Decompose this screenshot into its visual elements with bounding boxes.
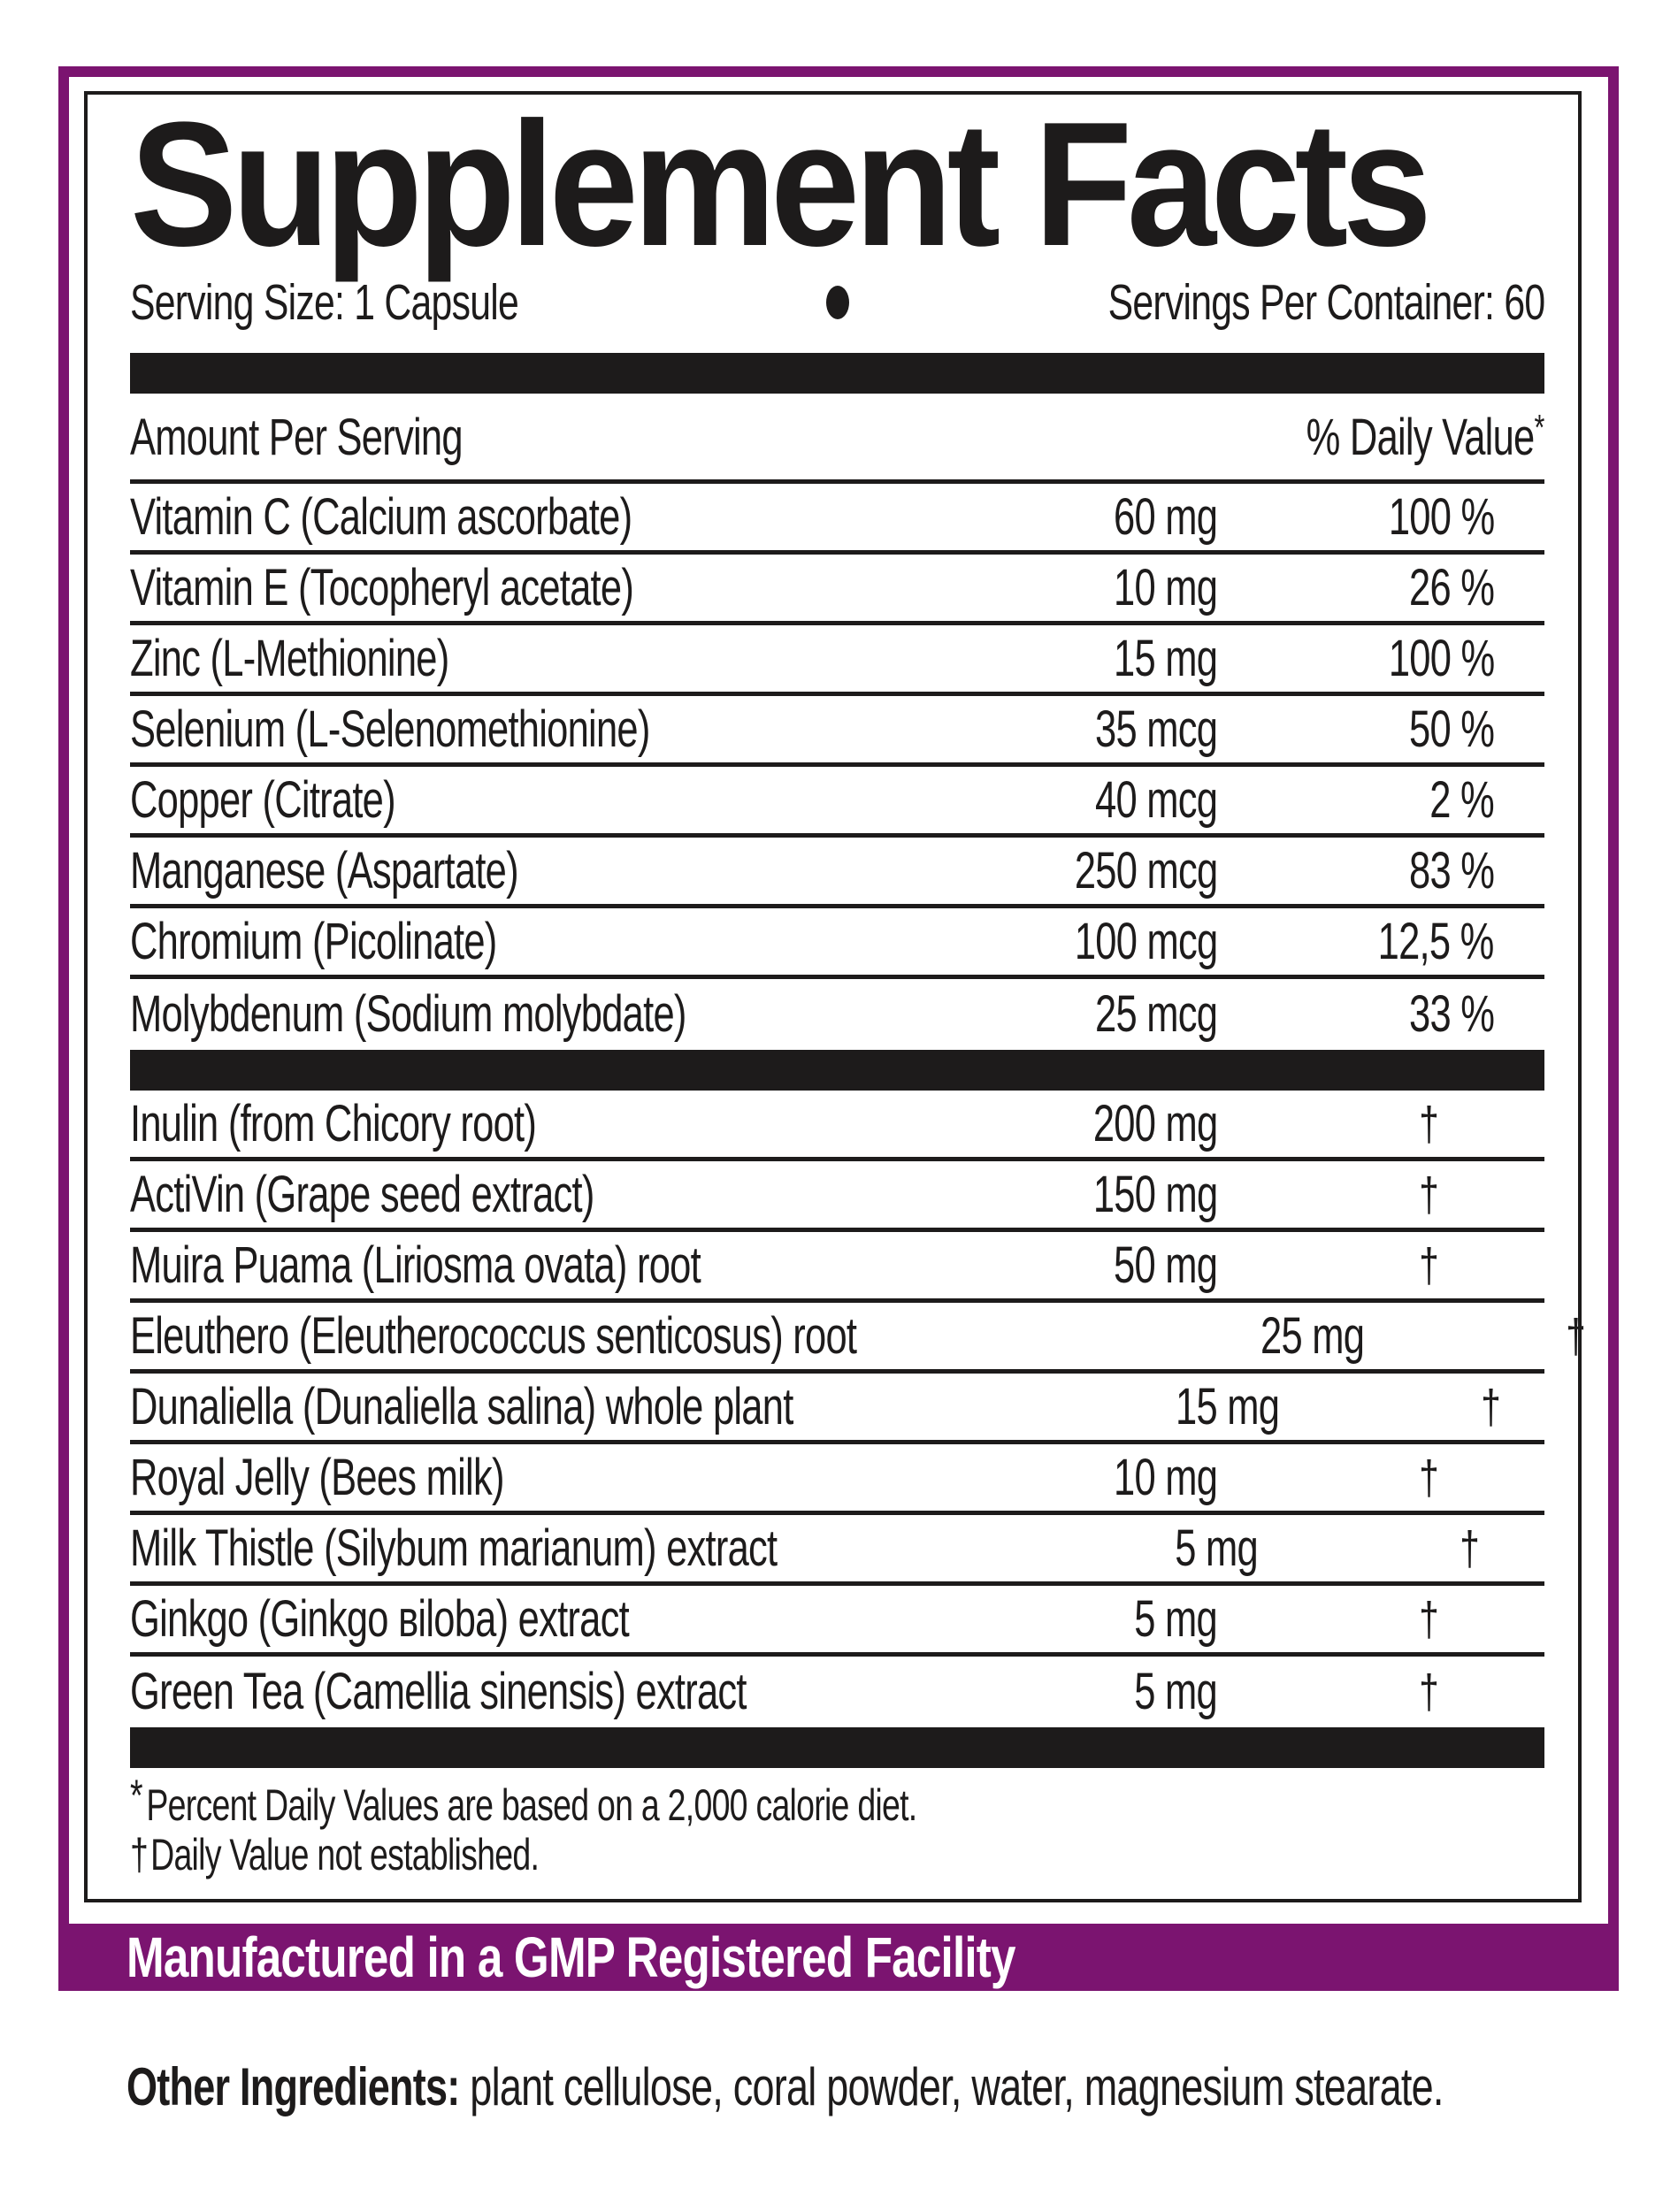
- table-row: [130, 1444, 1544, 1515]
- ingredient-daily-value-dagger: †: [1481, 1380, 1501, 1434]
- ingredient-amount: 25 mcg: [1094, 985, 1217, 1043]
- footnote-asterisk: *Percent Daily Values are based on a 2,000 calorie diet.: [130, 1770, 917, 1830]
- ingredient-daily-value: 100 %: [1388, 629, 1494, 687]
- nutrient-table: [130, 484, 1544, 1050]
- ingredient-daily-value-dagger: †: [1419, 1097, 1438, 1151]
- amount-per-serving-header: Amount Per Serving: [130, 409, 463, 466]
- gmp-banner-text: Manufactured in a GMP Registered Facility: [126, 1925, 1015, 1989]
- daily-value-asterisk: *: [1534, 407, 1544, 448]
- page-title: [130, 86, 1544, 283]
- page-title-text: Supplement Facts: [130, 86, 1427, 283]
- table-row: [130, 696, 1544, 767]
- table-row: [130, 908, 1544, 979]
- ingredient-daily-value: 50 %: [1408, 700, 1494, 758]
- ingredient-amount: 100 mcg: [1074, 912, 1217, 970]
- ingredient-name: Dunaliella (Dunaliella salina) whole plant: [130, 1377, 793, 1435]
- ingredient-name: Copper (Citrate): [130, 770, 395, 829]
- ingredient-name: Milk Thistle (Silybum marianum) extract: [130, 1519, 778, 1577]
- ingredient-name: Chromium (Picolinate): [130, 912, 497, 970]
- divider-bar-bottom: [130, 1727, 1544, 1768]
- gmp-banner: [69, 1924, 1608, 1991]
- ingredient-amount: 50 mg: [1113, 1236, 1217, 1294]
- ingredient-name: Vitamin C (Calcium ascorbate): [130, 487, 632, 546]
- table-row: [130, 979, 1544, 1050]
- ingredient-daily-value-dagger: †: [1419, 1450, 1438, 1504]
- ingredient-name: Selenium (L-Selenomethionine): [130, 700, 650, 758]
- column-header-row: [130, 394, 1544, 484]
- daily-value-header: % Daily Value*: [1227, 411, 1544, 469]
- table-row: [130, 484, 1544, 555]
- ingredient-amount: 250 mcg: [1074, 841, 1217, 899]
- divider-bar-middle: [130, 1050, 1544, 1091]
- other-ingredients-text: plant cellulose, coral powder, water, magnesium stearate.: [459, 2057, 1444, 2116]
- ingredient-amount: 5 mg: [1134, 1663, 1217, 1720]
- servings-per-container: Servings Per Container: 60: [1107, 274, 1544, 331]
- table-row: [130, 1161, 1544, 1232]
- label-background: [69, 77, 1608, 1924]
- ingredient-daily-value: 100 %: [1388, 487, 1494, 546]
- ingredient-amount: 5 mg: [1175, 1519, 1259, 1577]
- ingredient-amount: 200 mg: [1092, 1094, 1217, 1152]
- ingredient-name: Inulin (from Chicory root): [130, 1094, 537, 1152]
- ingredient-amount: 150 mg: [1092, 1165, 1217, 1223]
- ingredient-amount: 15 mg: [1176, 1377, 1280, 1435]
- divider-bar-top: [130, 353, 1544, 394]
- ingredient-amount: 40 mcg: [1094, 770, 1217, 829]
- botanical-table: [130, 1091, 1586, 1727]
- ingredient-name: Royal Jelly (Bees milk): [130, 1448, 504, 1506]
- ingredient-daily-value-dagger: †: [1566, 1309, 1586, 1363]
- other-ingredients: [126, 2053, 1572, 2122]
- ingredient-amount: 10 mg: [1113, 558, 1217, 616]
- table-row: [130, 1232, 1544, 1303]
- ingredient-name: Zinc (L-Methionine): [130, 629, 449, 687]
- ingredient-name: Vitamin E (Tocopheryl acetate): [130, 558, 634, 616]
- supplement-facts-panel: [84, 86, 1586, 1902]
- table-row: [130, 838, 1544, 908]
- ingredient-amount: 10 mg: [1113, 1448, 1217, 1506]
- ingredient-name: Ginkgo (Ginkgo вiloba) extract: [130, 1589, 629, 1648]
- ingredient-daily-value-dagger: †: [1419, 1167, 1438, 1221]
- purple-frame: [58, 66, 1619, 1991]
- table-row: [130, 1515, 1544, 1586]
- footnote-dagger: †Daily Value not established.: [130, 1830, 540, 1879]
- ingredient-name: Molybdenum (Sodium molybdate): [130, 985, 686, 1043]
- table-row: [130, 1091, 1544, 1161]
- ingredient-name: Manganese (Aspartate): [130, 841, 518, 899]
- table-row: [130, 1657, 1544, 1727]
- ingredient-amount: 35 mcg: [1094, 700, 1217, 758]
- ingredient-amount: 15 mg: [1113, 629, 1217, 687]
- ingredient-daily-value-dagger: †: [1419, 1665, 1438, 1718]
- table-row: [130, 1303, 1586, 1374]
- ingredient-daily-value: 33 %: [1408, 985, 1494, 1043]
- ingredient-daily-value-dagger: †: [1460, 1521, 1480, 1575]
- ingredient-daily-value: 26 %: [1408, 558, 1494, 616]
- ingredient-daily-value: 2 %: [1429, 770, 1494, 829]
- table-row: [130, 625, 1544, 696]
- ingredient-name: ActiVin (Grape seed extract): [130, 1165, 594, 1223]
- ingredient-name: Eleuthero (Eleutherococcus senticosus) root: [130, 1306, 857, 1365]
- footnotes: [130, 1768, 1544, 1888]
- ingredient-amount: 5 mg: [1134, 1589, 1217, 1648]
- table-row: [130, 1586, 1544, 1657]
- ingredient-amount: 25 mg: [1260, 1306, 1365, 1365]
- table-row: [130, 1374, 1544, 1444]
- ingredient-daily-value: 83 %: [1408, 841, 1494, 899]
- ingredient-daily-value: 12,5 %: [1378, 912, 1494, 970]
- ingredient-name: Green Tea (Camellia sinensis) extract: [130, 1663, 747, 1720]
- serving-size: Serving Size: 1 Capsule: [130, 274, 518, 331]
- table-row: [130, 555, 1544, 625]
- other-ingredients-label: Other Ingredients:: [126, 2057, 460, 2116]
- ingredient-daily-value-dagger: †: [1419, 1592, 1438, 1646]
- ingredient-name: Muira Puama (Liriosma ovata) root: [130, 1236, 701, 1294]
- ingredient-amount: 60 mg: [1113, 487, 1217, 546]
- table-row: [130, 767, 1544, 838]
- ingredient-daily-value-dagger: †: [1419, 1238, 1438, 1292]
